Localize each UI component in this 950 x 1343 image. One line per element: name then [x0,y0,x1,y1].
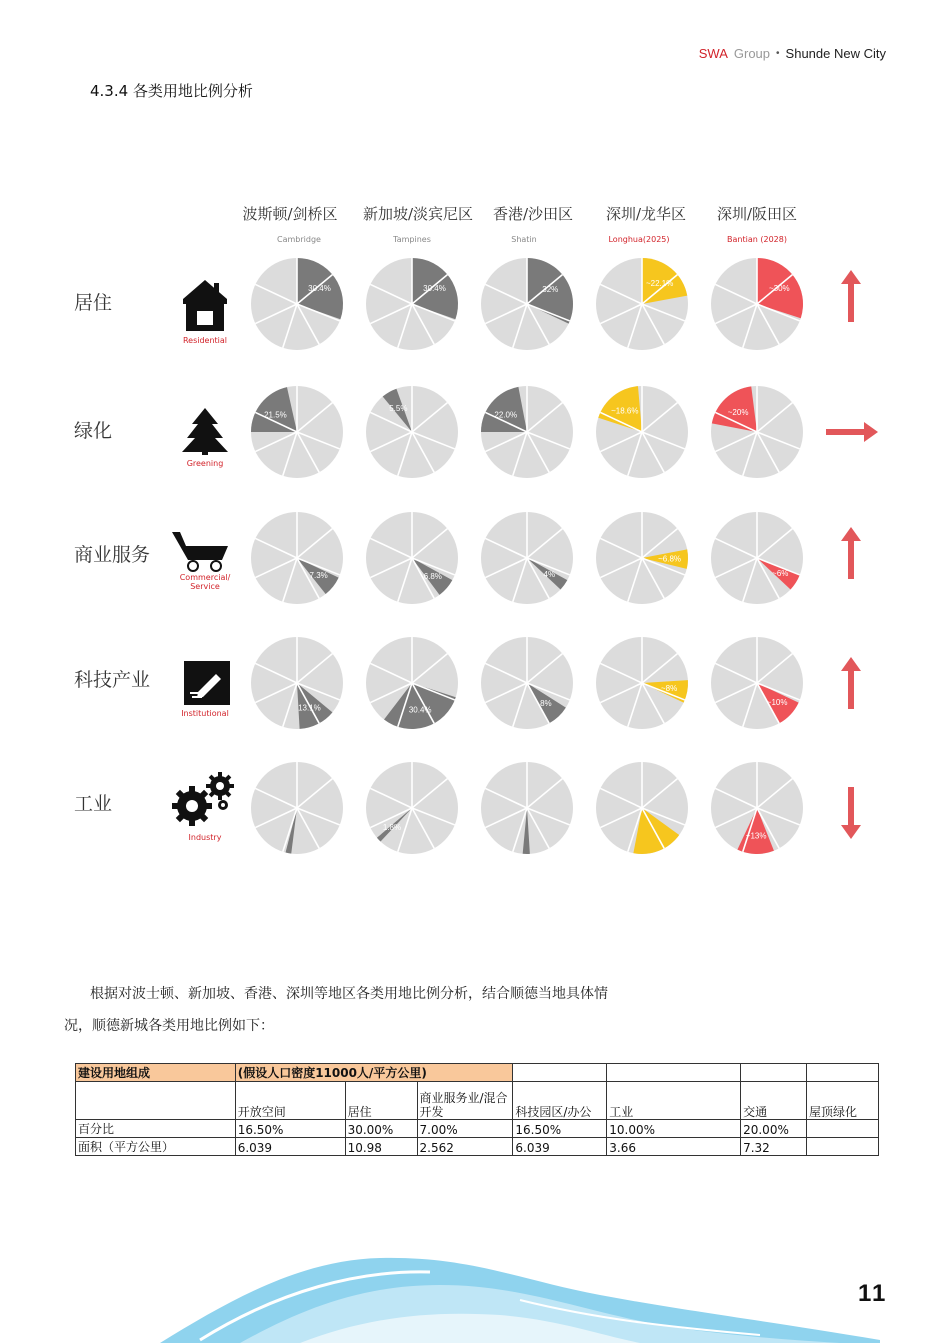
table-header: 商业服务业/混合开发 [417,1082,513,1120]
pie-chart [481,512,573,604]
column-subtitle: Bantian (2028) [727,235,787,244]
icon-caption: Residential [182,336,228,345]
pie-chart [366,512,458,604]
table-cell: 7.00% [417,1120,513,1138]
icon-caption: Institutional [181,709,229,718]
pie-chart [251,762,343,854]
icon-caption: Greening [186,459,224,468]
pie-slice-label: 30.4% [423,284,446,294]
row-label-residential: 居住 [74,292,113,314]
table-cell: 6.039 [235,1138,345,1156]
table-cell: 16.50% [235,1120,345,1138]
pie-slice-label: 1.8% [382,823,402,833]
row-label-commercial: 商业服务 [74,544,151,566]
pie-slice-label: ~10% [766,697,788,707]
table-header: 科技园区/办公 [513,1082,607,1120]
pie-chart [366,258,458,350]
pie-slice-label: 13.1% [298,703,321,713]
pie-chart [481,258,573,350]
project-name: Shunde New City [785,46,886,61]
table-header: 工业 [607,1082,741,1120]
pie-slice-label: 22.0% [494,410,518,420]
table-cell: 面积（平方公里） [76,1138,236,1156]
pie-chart [596,512,688,604]
pie-slice-label: 7.3% [309,571,328,581]
pie-chart [596,258,688,350]
pie-slice-label: ~6% [772,568,789,578]
table-header [76,1082,236,1120]
pie-chart [251,512,343,604]
table-assumption: (假设人口密度11000人/平方公里) [235,1064,513,1082]
table-header: 居住 [345,1082,417,1120]
row-label-institutional: 科技产业 [74,669,151,691]
pie-chart [481,762,573,854]
table-header: 交通 [741,1082,807,1120]
brand-group: Group [733,46,771,61]
pie-slice-label: ~20% [727,407,749,417]
pie-chart [711,386,803,478]
table-cell: 2.562 [417,1138,513,1156]
page-number: 11 [858,1280,888,1307]
table-title: 建设用地组成 [76,1064,236,1082]
brand-swa: SWA [698,46,728,61]
icon-caption: Industry [188,833,222,842]
column-subtitle: Tampines [393,235,431,244]
row-label-industry: 工业 [74,793,113,815]
pie-chart [596,762,688,854]
pie-slice-label: 5.5% [389,404,408,414]
decorative-wave [0,1240,950,1343]
pie-chart [366,386,458,478]
pie-slice-label: 32% [542,285,559,295]
column-subtitle: Cambridge [277,235,321,244]
pie-chart [596,386,688,478]
icon-caption: Commercial/ Service [179,573,231,591]
table-cell: 30.00% [345,1120,417,1138]
pie-chart [481,386,573,478]
table-cell: 10.00% [607,1120,741,1138]
table-cell [807,1138,879,1156]
table-cell: 16.50% [513,1120,607,1138]
column-subtitle: Shatin [511,235,537,244]
table-cell: 百分比 [76,1120,236,1138]
section-title: 4.3.4 各类用地比例分析 [90,82,253,100]
pie-slice-label: 8% [540,699,552,709]
table-row [76,1138,879,1156]
column-title: 新加坡/淡宾尼区 [362,205,474,223]
column-title: 深圳/龙华区 [605,205,687,223]
arrow-up-icon [836,268,866,324]
pie-chart [366,762,458,854]
table-cell: 20.00% [741,1120,807,1138]
pie-chart [251,258,343,350]
pie-slice-label: 30.4% [408,705,432,715]
pie-chart [251,637,343,729]
table-cell: 6.039 [513,1138,607,1156]
table-cell: 3.66 [607,1138,741,1156]
pie-slice-label: ~18.6% [611,406,639,416]
pie-chart [596,637,688,729]
land-use-table [75,1063,879,1156]
row-label-greening: 绿化 [74,420,113,442]
arrow-up-icon [836,525,866,581]
table-cell: 10.98 [345,1138,417,1156]
pie-chart [251,386,343,478]
arrow-right-icon [824,419,880,445]
column-subtitle: Longhua(2025) [608,235,670,244]
pie-slice-label: 6.8% [423,572,442,582]
analysis-paragraph-line2: 况，顺德新城各类用地比例如下： [64,1018,274,1034]
pie-chart [711,762,803,854]
pie-slice-label: 21.5% [264,410,287,420]
pie-chart [711,258,803,350]
pie-slice-label: ~6.8% [658,554,682,564]
table-header-row [76,1082,879,1120]
table-header: 屋顶绿化 [807,1082,879,1120]
arrow-up-icon [836,655,866,711]
pie-slice-label: ~30% [768,283,790,293]
column-title: 波斯顿/剑桥区 [242,205,338,223]
analysis-paragraph-line1: 根据对波士顿、新加坡、香港、深圳等地区各类用地比例分析，结合顺德当地具体情 [90,986,608,1002]
column-title: 深圳/阪田区 [716,205,798,223]
pie-slice-label: ~13% [745,831,767,841]
pie-chart [711,637,803,729]
pie-chart [711,512,803,604]
pie-slice-label: 4% [543,570,556,580]
pie-slice-label: ~22.1% [645,278,674,288]
table-row [76,1120,879,1138]
pie-slice-label: 30.4% [308,284,331,294]
pie-slice-label: ~8% [660,684,678,694]
table-cell: 7.32 [741,1138,807,1156]
brand-separator: • [776,48,780,59]
column-title: 香港/沙田区 [492,205,574,223]
table-cell [807,1120,879,1138]
pie-chart [366,637,458,729]
pie-chart [481,637,573,729]
arrow-down-icon [836,785,866,841]
table-header: 开放空间 [235,1082,345,1120]
